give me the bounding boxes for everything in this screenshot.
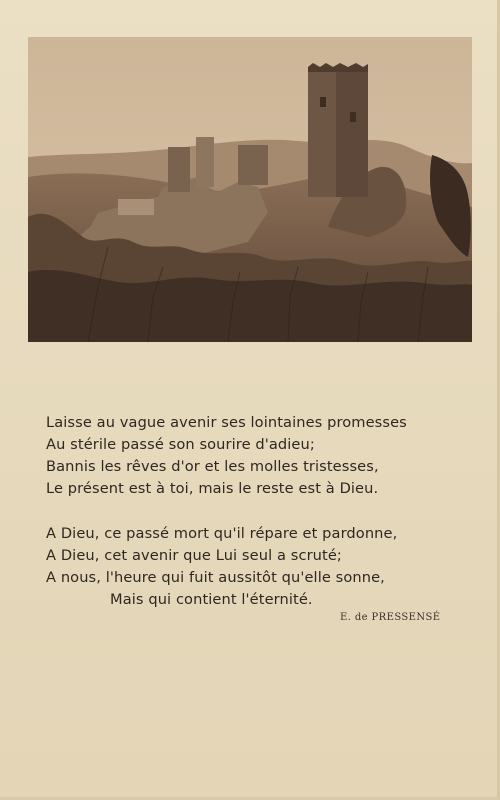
poem-line: A nous, l'heure qui fuit aussitôt qu'elle sonne, xyxy=(46,569,385,586)
stanza-1 xyxy=(46,412,466,500)
poem-line: Laisse au vague avenir ses lointaines promesses xyxy=(46,414,407,431)
stanza-2 xyxy=(46,523,466,611)
poem-line: A Dieu, ce passé mort qu'il répare et pardonne, xyxy=(46,525,398,542)
poem xyxy=(46,412,466,611)
poem-line: Le présent est à toi, mais le reste est à Dieu. xyxy=(46,480,379,497)
poem-line: Au stérile passé son sourire d'adieu; xyxy=(46,436,315,453)
castle-ruin-photo xyxy=(28,37,472,342)
poem-line: Mais qui contient l'éternité. xyxy=(110,591,313,608)
author-signature: E. de PRESSENSÉ xyxy=(340,612,441,623)
poem-line: A Dieu, cet avenir que Lui seul a scruté; xyxy=(46,547,342,564)
poem-line: Bannis les rêves d'or et les molles tristesses, xyxy=(46,458,379,475)
